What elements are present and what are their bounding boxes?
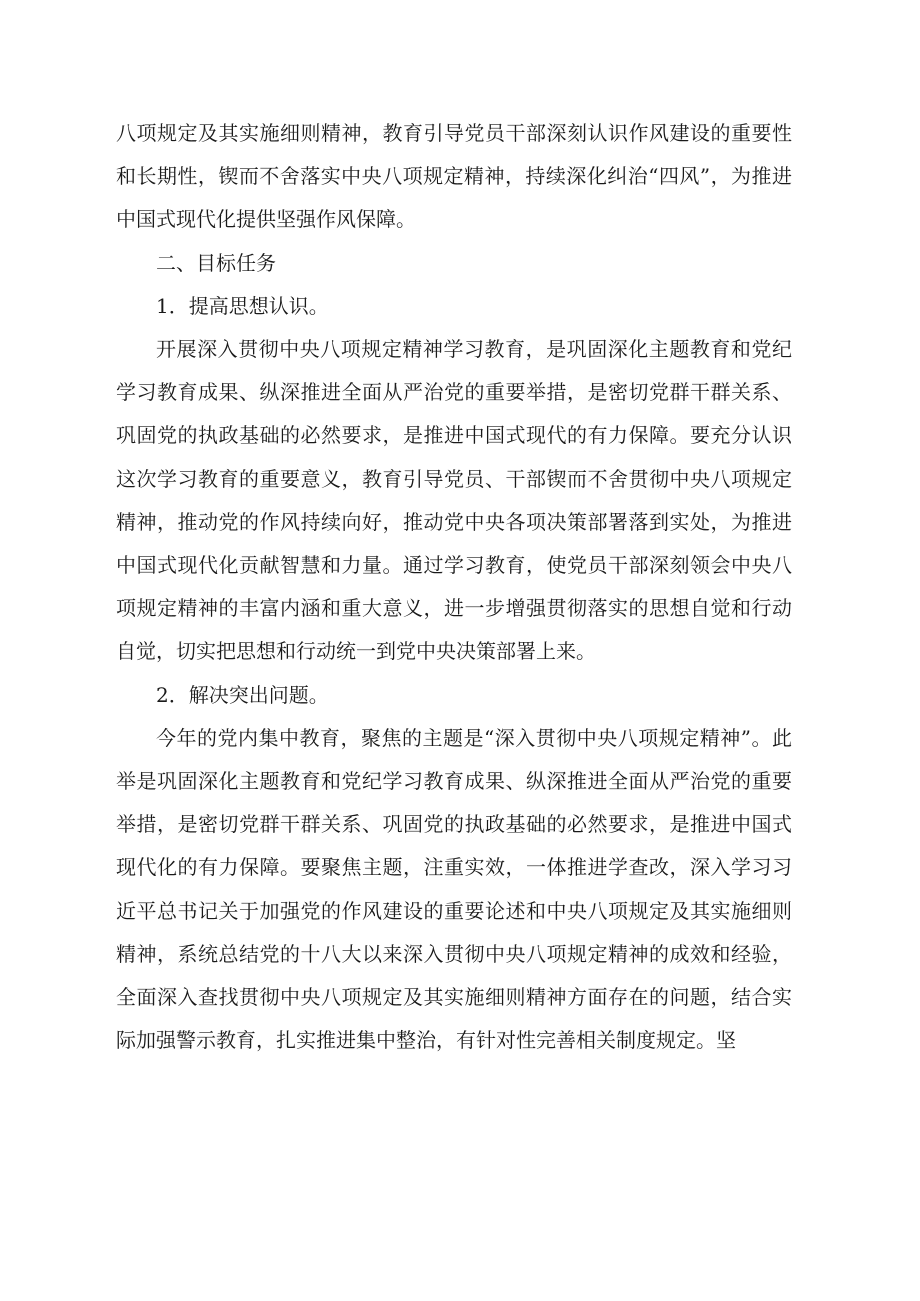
subheading-raise-awareness: 1．提高思想认识。: [156, 293, 329, 318]
section-heading-goals: 二、目标任务: [156, 250, 276, 275]
subheading-solve-problems: 2．解决突出问题。: [156, 682, 329, 707]
document-body: [116, 112, 792, 1062]
paragraph-continuation: 八项规定及其实施细则精神，教育引导党员干部深刻认识作风建设的重要性和长期性，锲而不舍落实中央八项规定精神，持续深化纠治“四风”，为推进中国式现代化提供坚强作风保障。: [116, 121, 792, 232]
paragraph-problems: 今年的党内集中教育，聚焦的主题是“深入贯彻中央八项规定精神”。此举是巩固深化主题教育和党纪学习教育成果、纵深推进全面从严治党的重要举措，是密切党群干群关系、巩固党的执政基础的必然要求，是推进中国式现代化的有力保障。要聚焦主题，注重实效，一体推进学查改，深入学习习近平总书记关于加强党的作风建设的重要论述和中央八项规定及其实施细则精神，系统总结党的十八大以来深入贯彻中央八项规定精神的成效和经验，全面深入查找贯彻中央八项规定及其实施细则精神方面存在的问题，结合实际加强警示教育，扎实推进集中整治，有针对性完善相关制度规定。坚: [116, 725, 792, 1053]
paragraph-awareness: 开展深入贯彻中央八项规定精神学习教育，是巩固深化主题教育和党纪学习教育成果、纵深推进全面从严治党的重要举措，是密切党群干群关系、巩固党的执政基础的必然要求，是推进中国式现代的有力保障。要充分认识这次学习教育的重要意义，教育引导党员、干部锲而不舍贯彻中央八项规定精神，推动党的作风持续向好，推动党中央各项决策部署落到实处，为推进中国式现代化贡献智慧和力量。通过学习教育，使党员干部深刻领会中央八项规定精神的丰富内涵和重大意义，进一步增强贯彻落实的思想自觉和行动自觉，切实把思想和行动统一到党中央决策部署上来。: [116, 337, 792, 664]
